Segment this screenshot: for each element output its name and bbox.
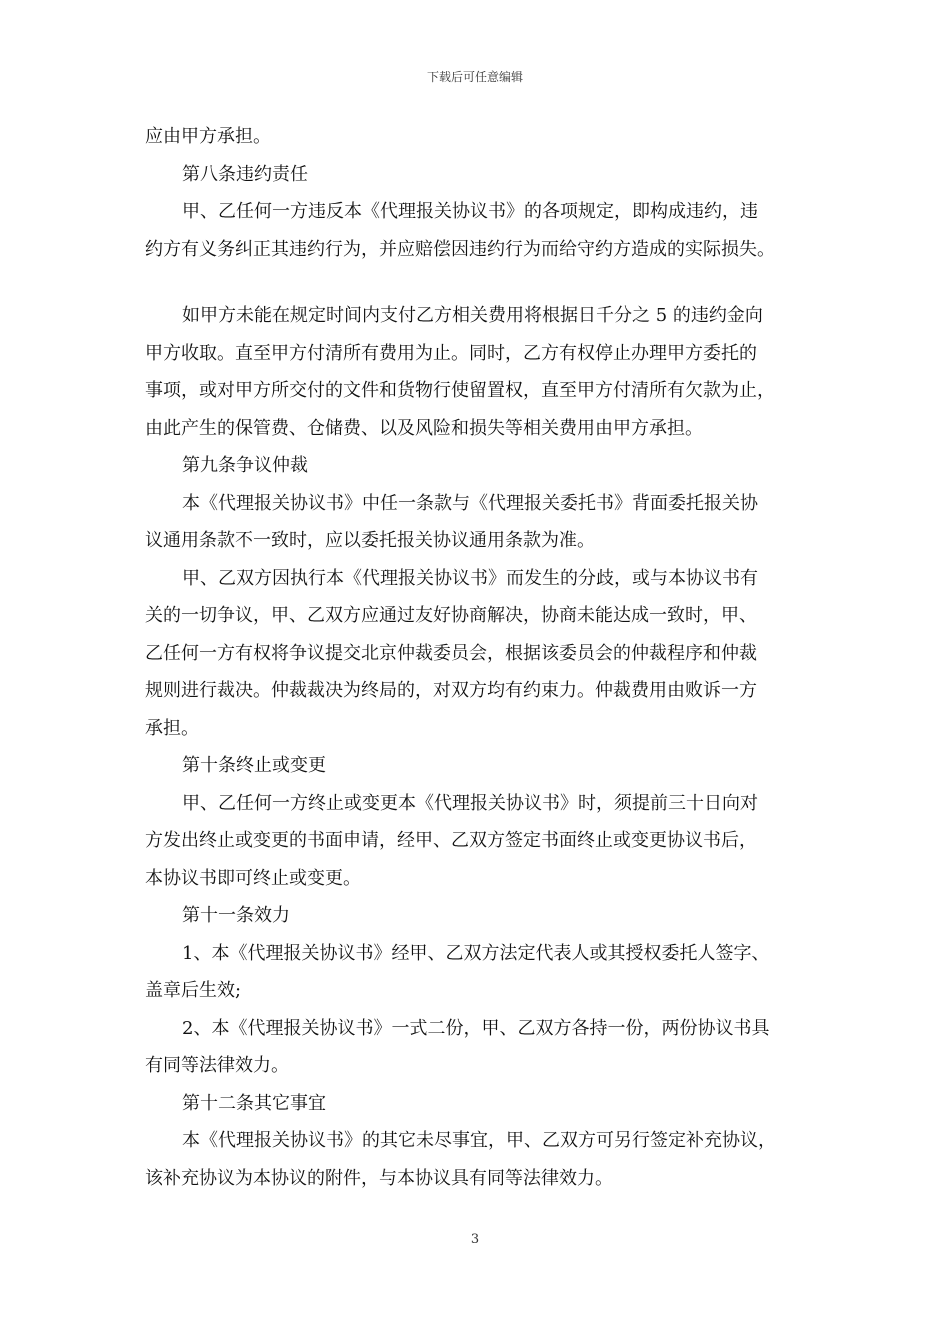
paragraph-gap (145, 268, 820, 297)
text-line: 由此产生的保管费、仓储费、以及风险和损失等相关费用由甲方承担。 (145, 417, 703, 439)
text-line: 乙任何一方有权将争议提交北京仲裁委员会，根据该委员会的仲裁程序和仲裁 (145, 642, 757, 664)
text-line: 有同等法律效力。 (145, 1055, 289, 1076)
document-body (145, 118, 820, 1197)
section-heading: 第十一条效力 (182, 905, 290, 926)
text-line: 应由甲方承担。 (145, 126, 271, 147)
section-heading: 第十条终止或变更 (182, 755, 326, 776)
text-line: 议通用条款不一致时，应以委托报关协议通用条款为准。 (145, 530, 595, 551)
text-line: 关的一切争议，甲、乙双方应通过友好协商解决，协商未能达成一致时，甲、 (145, 605, 757, 626)
section-heading: 第九条争议仲裁 (182, 455, 308, 476)
text-line: 甲、乙任何一方违反本《代理报关协议书》的各项规定，即构成违约，违 (182, 201, 758, 222)
text-line: 本协议书即可终止或变更。 (145, 867, 361, 889)
text-line: 事项，或对甲方所交付的文件和货物行使留置权，直至甲方付清所有欠款为止， (145, 380, 775, 401)
text-line: 约方有义务纠正其违约行为，并应赔偿因违约行为而给守约方造成的实际损失。 (145, 238, 775, 260)
text-line: 承担。 (145, 717, 199, 739)
text-line: 规则进行裁决。仲裁裁决为终局的，对双方均有约束力。仲裁费用由败诉一方 (145, 680, 757, 701)
text-line: 该补充协议为本协议的附件，与本协议具有同等法律效力。 (145, 1167, 613, 1189)
text-line: 1、本《代理报关协议书》经甲、乙双方法定代表人或其授权委托人签字、 (182, 942, 770, 964)
text-line: 如甲方未能在规定时间内支付乙方相关费用将根据日千分之 5 的违约金向 (182, 305, 763, 326)
text-line: 甲方收取。直至甲方付清所有费用为止。同时，乙方有权停止办理甲方委托的 (145, 342, 757, 364)
text-line: 甲、乙双方因执行本《代理报关协议书》而发生的分歧，或与本协议书有 (182, 567, 758, 589)
text-line: 方发出终止或变更的书面申请，经甲、乙双方签定书面终止或变更协议书后， (145, 830, 757, 851)
text-line: 2、本《代理报关协议书》一式二份，甲、乙双方各持一份，两份协议书具 (182, 1017, 770, 1039)
section-heading: 第十二条其它事宜 (182, 1092, 326, 1114)
page-number: 3 (470, 1232, 480, 1247)
text-line: 甲、乙任何一方终止或变更本《代理报关协议书》时，须提前三十日向对 (182, 792, 758, 814)
text-line: 盖章后生效; (145, 980, 242, 1001)
section-heading: 第八条违约责任 (182, 163, 308, 185)
text-line: 本《代理报关协议书》中任一条款与《代理报关委托书》背面委托报关协 (182, 492, 758, 514)
page-header: 下载后可任意编辑 (426, 70, 523, 84)
text-line: 本《代理报关协议书》的其它未尽事宜，甲、乙双方可另行签定补充协议， (182, 1130, 776, 1151)
